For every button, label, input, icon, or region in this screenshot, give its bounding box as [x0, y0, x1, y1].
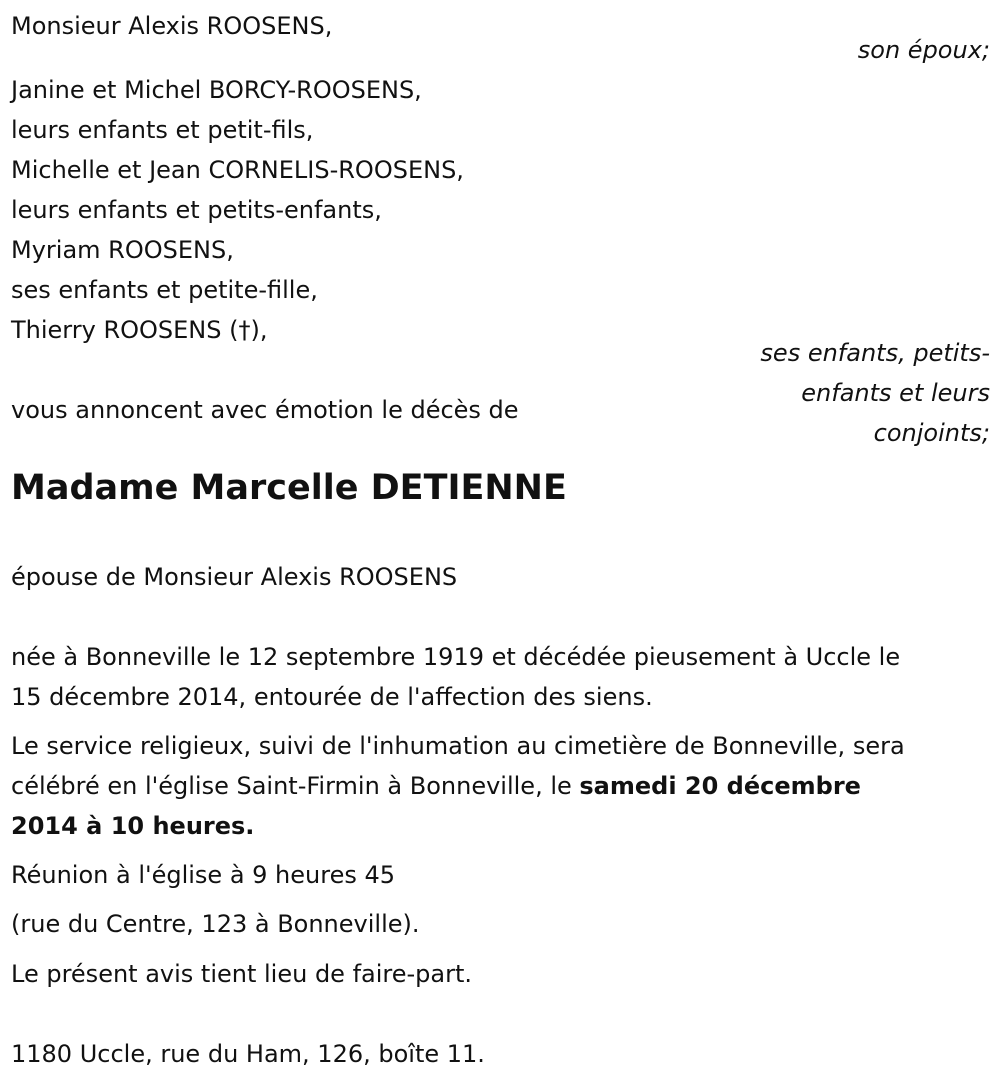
- service-line-3: [11, 806, 254, 846]
- birth-death-line-2: 15 décembre 2014, entourée de l'affection des siens.: [11, 683, 653, 711]
- notice-text: Le présent avis tient lieu de faire-part.: [11, 960, 473, 988]
- service-line-1: Le service religieux, suivi de l'inhumation au cimetière de Bonneville, sera: [11, 732, 905, 760]
- children-role-line-1: ses enfants, petits-: [760, 339, 990, 367]
- service-line-2-text: célébré en l'église Saint-Firmin à Bonneville, le: [11, 772, 580, 800]
- service-line-2: [11, 766, 861, 806]
- service-time-bold: 2014 à 10 heures.: [11, 812, 255, 840]
- service-date-bold: samedi 20 décembre: [579, 772, 861, 800]
- deceased-name: Madame Marcelle DETIENNE: [11, 468, 567, 508]
- spouse-role: son époux;: [857, 36, 990, 64]
- spouse-of-text: épouse de Monsieur Alexis ROOSENS: [11, 563, 458, 591]
- children-role-line-3: conjoints;: [873, 419, 990, 447]
- spouse-name: Monsieur Alexis ROOSENS,: [11, 12, 333, 40]
- children-line-5: Myriam ROOSENS,: [11, 236, 234, 264]
- children-line-4: leurs enfants et petits-enfants,: [11, 196, 382, 224]
- meeting-address: (rue du Centre, 123 à Bonneville).: [11, 910, 420, 938]
- birth-death-line-1: née à Bonneville le 12 septembre 1919 et décédée pieusement à Uccle le: [11, 643, 901, 671]
- children-role-line-2: enfants et leurs: [801, 379, 990, 407]
- children-line-1: Janine et Michel BORCY-ROOSENS,: [11, 76, 422, 104]
- children-line-3: Michelle et Jean CORNELIS-ROOSENS,: [11, 156, 464, 184]
- children-line-2: leurs enfants et petit-fils,: [11, 116, 314, 144]
- meeting-text: Réunion à l'église à 9 heures 45: [11, 861, 396, 889]
- children-line-7: Thierry ROOSENS (†),: [11, 316, 268, 344]
- home-address: 1180 Uccle, rue du Ham, 126, boîte 11.: [11, 1040, 485, 1068]
- announcement-text: vous annoncent avec émotion le décès de: [11, 396, 519, 424]
- children-line-6: ses enfants et petite-fille,: [11, 276, 318, 304]
